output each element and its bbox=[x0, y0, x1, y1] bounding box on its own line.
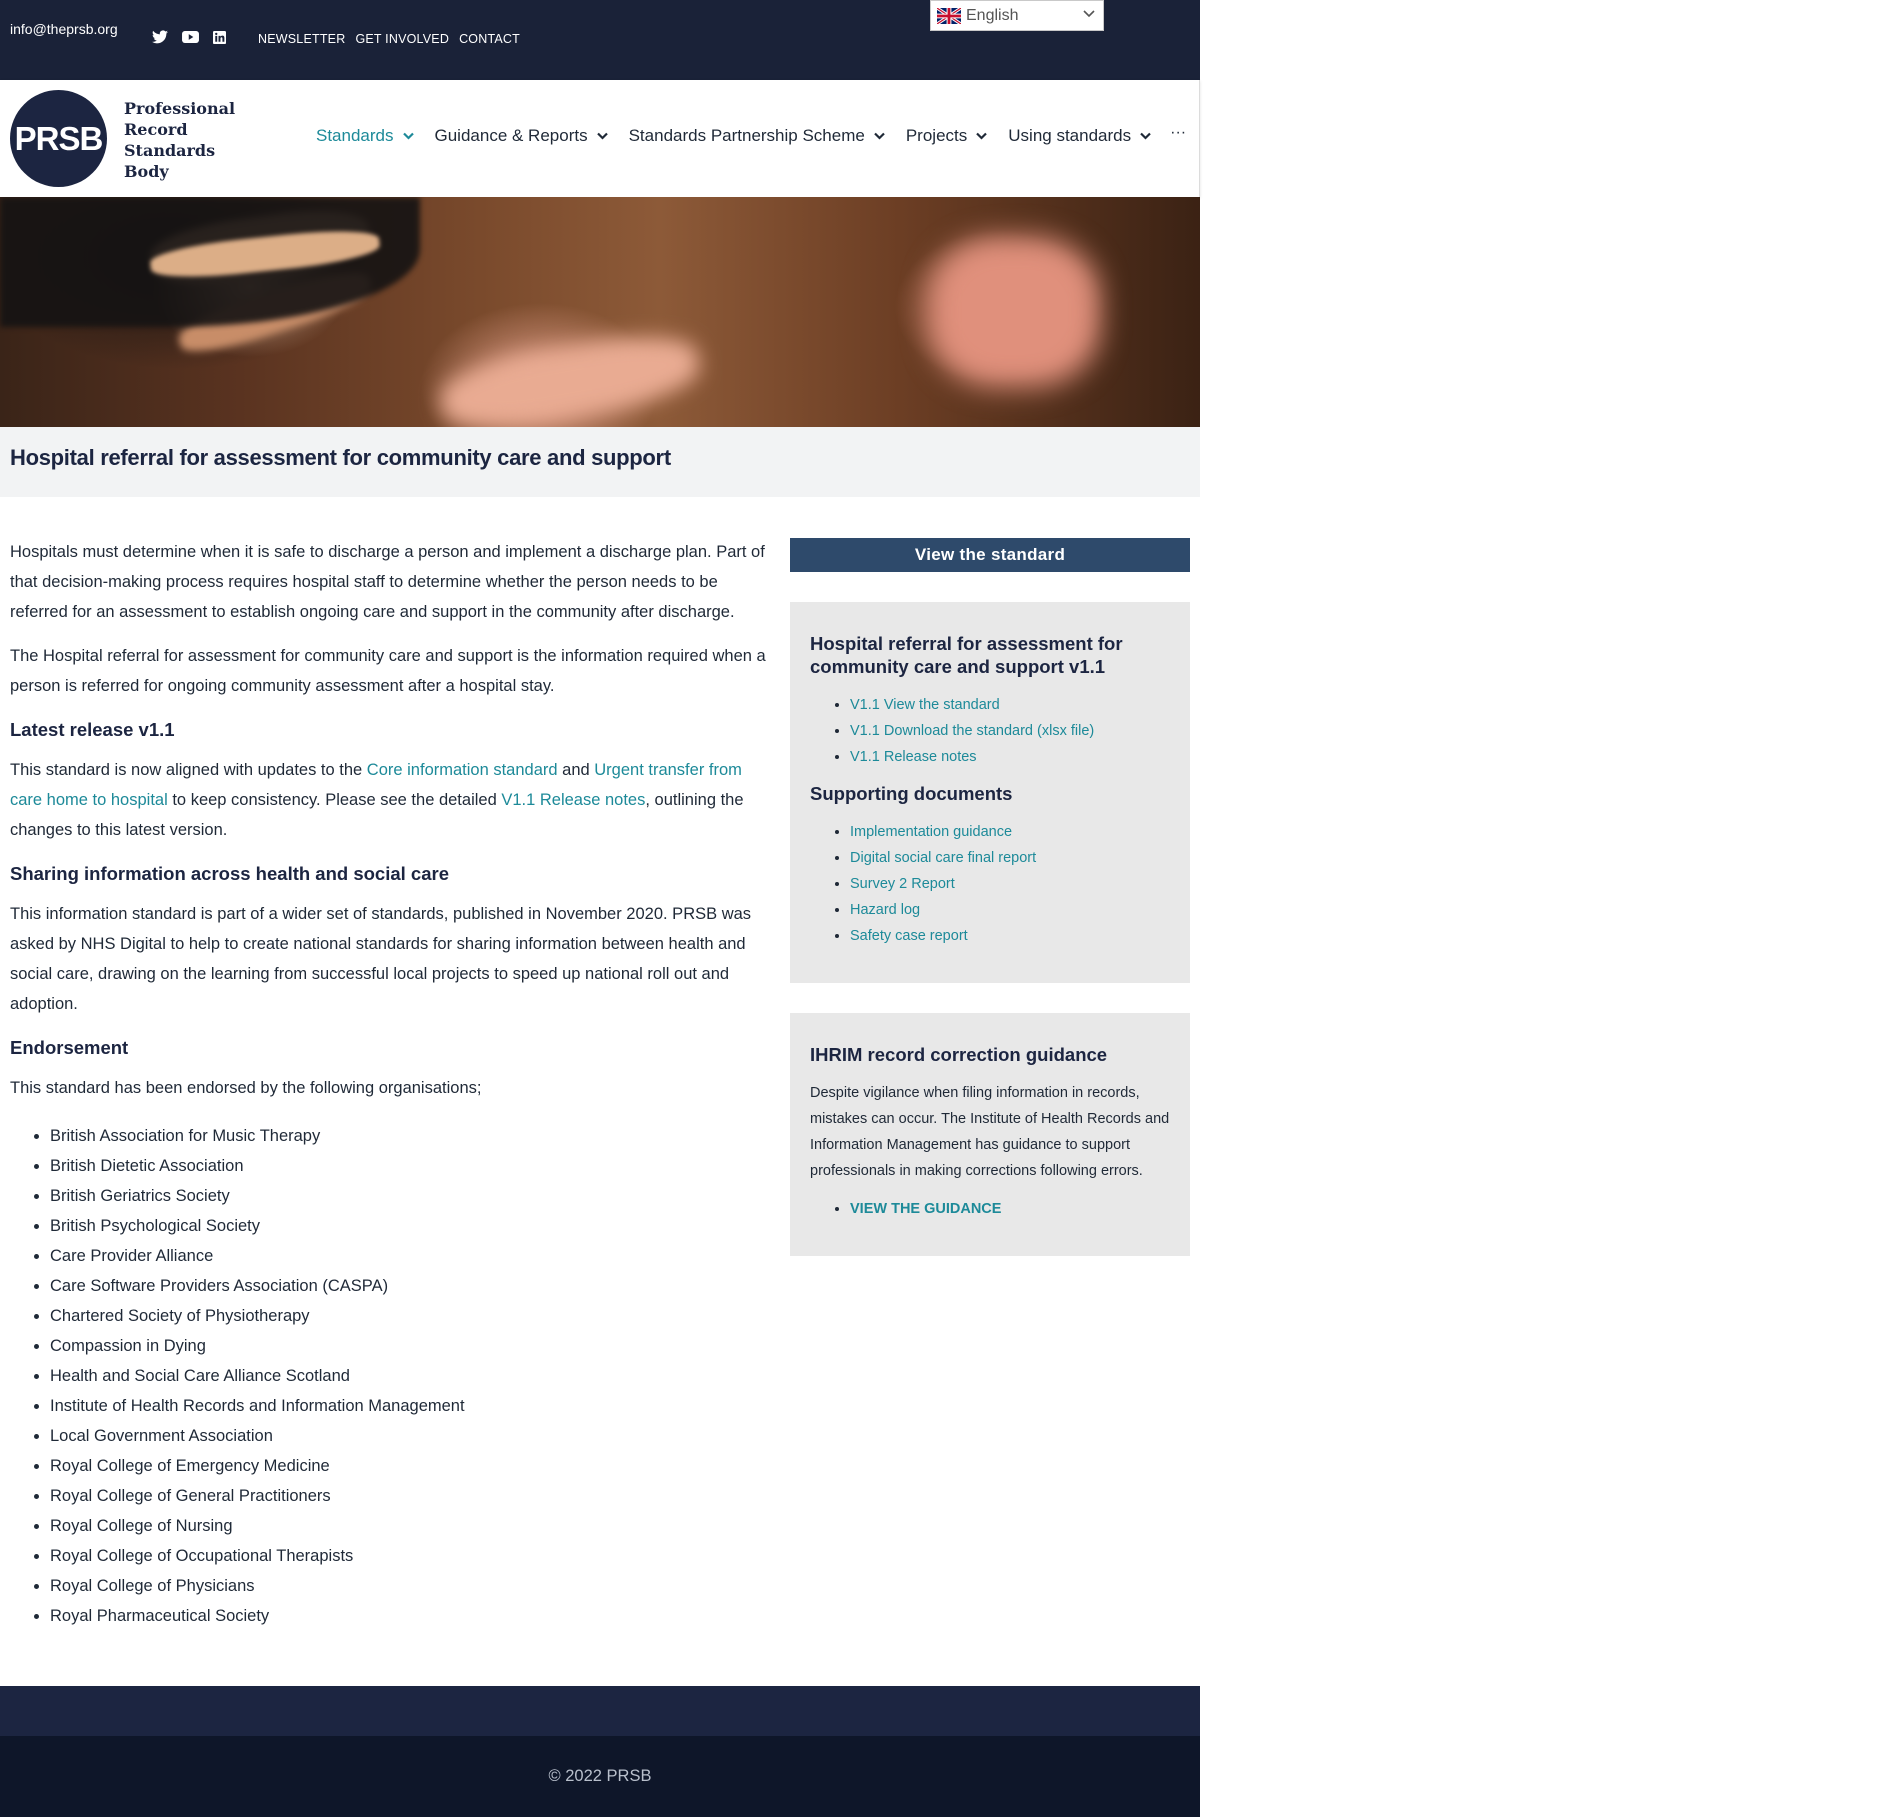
twitter-icon[interactable] bbox=[152, 30, 168, 44]
digital-social-care-report-link[interactable]: Digital social care final report bbox=[850, 850, 1037, 866]
nav-item-projects[interactable] bbox=[906, 126, 987, 146]
list-item bbox=[850, 845, 1170, 871]
list-item: • British Association for Music Therapy bbox=[50, 1121, 770, 1151]
list-item: • Royal Pharmaceutical Society bbox=[50, 1601, 770, 1631]
chevron-down-icon bbox=[1140, 132, 1151, 140]
list-item: • British Psychological Society bbox=[50, 1211, 770, 1241]
list-item: • Royal College of Nursing bbox=[50, 1511, 770, 1541]
core-information-standard-link[interactable]: Core information standard bbox=[366, 761, 558, 779]
text-span: to keep consistency. Please see the detailed bbox=[167, 791, 502, 809]
list-item bbox=[850, 871, 1170, 897]
list-item: • Royal College of Occupational Therapists bbox=[50, 1541, 770, 1571]
list-item: • Institute of Health Records and Information Management bbox=[50, 1391, 770, 1421]
organisation-list bbox=[10, 1121, 770, 1631]
list-item: • Royal College of General Practitioners bbox=[50, 1481, 770, 1511]
standard-resources-card bbox=[790, 602, 1190, 983]
copyright: © 2022 PRSB bbox=[548, 1767, 652, 1785]
nav-item-using-standards[interactable] bbox=[1008, 126, 1151, 146]
survey-2-report-link[interactable]: Survey 2 Report bbox=[850, 876, 955, 892]
social-links bbox=[152, 30, 226, 44]
list-item: • Royal College of Physicians bbox=[50, 1571, 770, 1601]
contact-link[interactable]: CONTACT bbox=[459, 32, 520, 46]
latest-release-heading: Latest release v1.1 bbox=[10, 719, 175, 740]
text-span: , outlining the changes to this latest version. bbox=[10, 791, 744, 839]
sidebar bbox=[790, 538, 1190, 1256]
card-text: Despite vigilance when filing information in records, mistakes can occur. The Institute of Health Records and Information Management has guidance to support professionals in making corrections following errors. bbox=[810, 1085, 1170, 1179]
supporting-documents-heading: Supporting documents bbox=[810, 783, 1013, 804]
logo-line: Professional bbox=[124, 99, 236, 118]
view-guidance-link[interactable]: VIEW THE GUIDANCE bbox=[850, 1201, 1002, 1217]
list-item: • Care Software Providers Association (CASPA) bbox=[50, 1271, 770, 1301]
sharing-heading: Sharing information across health and social care bbox=[10, 863, 449, 884]
main-content bbox=[10, 537, 770, 1631]
footer-top bbox=[0, 1686, 1200, 1736]
nav-item-standards-partnership-scheme[interactable] bbox=[629, 126, 885, 146]
uk-flag-icon bbox=[937, 8, 961, 24]
hazard-log-link[interactable]: Hazard log bbox=[850, 902, 921, 918]
main-nav bbox=[316, 126, 1186, 146]
safety-case-report-link[interactable]: Safety case report bbox=[850, 928, 968, 944]
list-item bbox=[850, 819, 1170, 845]
chevron-down-icon bbox=[1083, 10, 1095, 18]
list-item bbox=[850, 923, 1170, 949]
hero-shape bbox=[930, 237, 1100, 387]
hero-shape bbox=[436, 325, 704, 427]
list-item bbox=[850, 692, 1170, 718]
chevron-down-icon bbox=[597, 132, 608, 140]
list-item bbox=[850, 718, 1170, 744]
list-item: • Compassion in Dying bbox=[50, 1331, 770, 1361]
supporting-links bbox=[810, 819, 1170, 949]
list-item: • Health and Social Care Alliance Scotland bbox=[50, 1361, 770, 1391]
logo-line: Body bbox=[124, 162, 169, 181]
title-band bbox=[0, 427, 1200, 497]
newsletter-link[interactable]: NEWSLETTER bbox=[258, 32, 346, 46]
intro-paragraph: The Hospital referral for assessment for community care and support is the information required when a person is referred for ongoing community assessment after a hospital stay. bbox=[10, 647, 766, 695]
list-item bbox=[850, 897, 1170, 923]
footer-bottom bbox=[0, 1736, 1200, 1817]
endorsement-intro: This standard has been endorsed by the following organisations; bbox=[10, 1079, 482, 1097]
ihrim-guidance-card bbox=[790, 1013, 1190, 1256]
youtube-icon[interactable] bbox=[182, 31, 199, 43]
top-links bbox=[258, 32, 520, 46]
text-span: and bbox=[557, 761, 595, 779]
nav-label: Standards bbox=[316, 126, 394, 145]
logo-line: Standards bbox=[124, 141, 216, 160]
list-item: • Chartered Society of Physiotherapy bbox=[50, 1301, 770, 1331]
nav-item-standards[interactable] bbox=[316, 126, 414, 146]
hero-image bbox=[0, 197, 1200, 427]
list-item: • British Dietetic Association bbox=[50, 1151, 770, 1181]
nav-label: Projects bbox=[905, 126, 968, 145]
list-item bbox=[850, 1196, 1170, 1222]
contact-email-link[interactable]: info@theprsb.org bbox=[10, 21, 118, 37]
logo-wordmark[interactable] bbox=[124, 98, 235, 182]
latest-release-paragraph bbox=[10, 755, 770, 845]
guidance-links bbox=[810, 1196, 1170, 1222]
site-header bbox=[0, 80, 1200, 197]
list-item: • Royal College of Emergency Medicine bbox=[50, 1451, 770, 1481]
list-item: • British Geriatrics Society bbox=[50, 1181, 770, 1211]
urgent-transfer-link[interactable]: Urgent transfer from care home to hospital bbox=[10, 761, 742, 809]
list-item: • Care Provider Alliance bbox=[50, 1241, 770, 1271]
view-standard-link[interactable]: V1.1 View the standard bbox=[850, 697, 1000, 713]
implementation-guidance-link[interactable]: Implementation guidance bbox=[850, 824, 1013, 840]
endorsement-heading: Endorsement bbox=[10, 1037, 129, 1058]
chevron-down-icon bbox=[874, 132, 885, 140]
more-menu-icon[interactable]: ··· bbox=[1170, 124, 1187, 141]
nav-label: Using standards bbox=[1008, 126, 1132, 145]
top-bar bbox=[0, 0, 1200, 80]
nav-label: Standards Partnership Scheme bbox=[628, 126, 865, 145]
get-involved-link[interactable]: GET INVOLVED bbox=[355, 32, 450, 46]
logo-line: Record bbox=[124, 120, 188, 139]
card-heading: Hospital referral for assessment for community care and support v1.1 bbox=[810, 633, 1123, 677]
list-item bbox=[850, 744, 1170, 770]
prsb-logo[interactable]: PRSB bbox=[10, 90, 107, 187]
download-standard-link[interactable]: V1.1 Download the standard (xlsx file) bbox=[850, 723, 1095, 739]
release-notes-link[interactable]: V1.1 Release notes bbox=[501, 791, 646, 809]
chevron-down-icon bbox=[403, 132, 414, 140]
release-notes-link[interactable]: V1.1 Release notes bbox=[850, 749, 977, 765]
nav-label: Guidance & Reports bbox=[434, 126, 588, 145]
list-item: • Local Government Association bbox=[50, 1421, 770, 1451]
intro-paragraph: Hospitals must determine when it is safe to discharge a person and implement a discharge plan. Part of that decision-making process requires hospital staff to determine whether the person needs to be referred for an assessment to establish ongoing care and support in the community after discharge. bbox=[10, 543, 765, 621]
view-standard-button[interactable]: View the standard bbox=[790, 538, 1190, 572]
text-span: This standard is now aligned with updates to the bbox=[10, 761, 367, 779]
chevron-down-icon bbox=[976, 132, 987, 140]
sharing-paragraph: This information standard is part of a wider set of standards, published in November 2020. PRSB was asked by NHS Digital to help to create national standards for sharing information between health and social care, drawing on the learning from successful local projects to speed up national roll out and adoption. bbox=[10, 905, 752, 1013]
language-label: English bbox=[966, 6, 1019, 24]
release-links bbox=[810, 692, 1170, 770]
page-title: Hospital referral for assessment for community care and support bbox=[10, 445, 671, 470]
language-select[interactable] bbox=[930, 0, 1104, 31]
nav-item-guidance-reports[interactable] bbox=[435, 126, 608, 146]
card-heading: IHRIM record correction guidance bbox=[810, 1044, 1108, 1065]
linkedin-icon[interactable] bbox=[213, 31, 226, 44]
